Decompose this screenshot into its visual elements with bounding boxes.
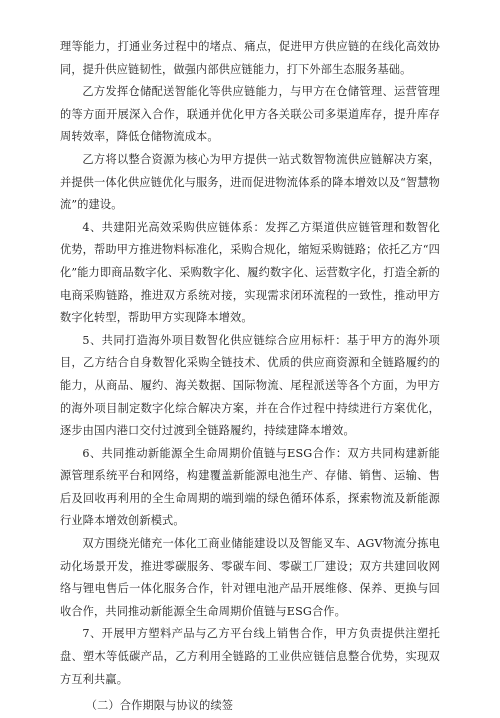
paragraph-logistics-solution: 乙方将以整合资源为核心为甲方提供一站式数智物流供应链解决方案，并提供一体化供应链优化与服务，进而促进物流体系的降本增效以及“智慧物流”的建设。 xyxy=(60,152,441,212)
paragraph-continuation: 理等能力，打通业务过程中的堵点、痛点，促进甲方供应链的在线化高效协同，提升供应链韧性，做强内部供应链能力，打下外部生态服务基础。 xyxy=(60,40,440,76)
section-heading: （二）合作期限与协议的续签 xyxy=(85,699,234,713)
paragraph-new-energy: 双方围绕光储充一体化工商业储能建设以及智能叉车、AGV物流分拣电动化场景开发，推进零碳服务、零碳车间、零碳工厂建设；双方共建回收网络与锂电售后一体化服务合作，针对锂电池产品开展维修、保养、更换与回收合作，共同推动新能源全生命周期价值链与ESG合作。 xyxy=(60,537,440,618)
paragraph-item-5: 5、共同打造海外项目数智化供应链综合应用标杆：基于甲方的海外项目，乙方结合自身数智化采购全链技术、优质的供应商资源和全链路履约的能力，从商品、履约、海关数据、国际物流、尾程派送等各个方面，为甲方的海外项目制定数字化综合解决方案，并在合作过程中持续进行方案优化，逐步由国内港口交付过渡到全链路履约，持续建降本增效。 xyxy=(60,333,440,438)
paragraph-item-7: 7、开展甲方塑料产品与乙方平台线上销售合作，甲方负责提供注塑托盘、塑木等低碳产品，乙方利用全链路的工业供应链信息整合优势，实现双方互利共赢。 xyxy=(60,627,440,686)
paragraph-item-6: 6、共同推动新能源全生命周期价值链与ESG合作：双方共同构建新能源管理系统平台和网络，构建覆盖新能源电池生产、存储、销售、运输、售后及回收再利用的全生命周期的端到端的绿色循环体系，探索物流及新能源行业降本增效创新模式。 xyxy=(60,446,440,528)
paragraph-warehousing: 乙方发挥仓储配送智能化等供应链能力，与甲方在仓储管理、运营管理的等方面开展深入合作，联通并优化甲方各关联公司多渠道库存，提升库存周转效率，降低仓储物流成本。 xyxy=(60,85,440,144)
paragraph-item-4: 4、共建阳光高效采购供应链体系：发挥乙方渠道供应链管理和数智化优势，帮助甲方推进物料标准化，采购合规化，缩短采购链路；依托乙方“四化”能力即商品数字化、采购数字化、履约数字化、运营数字化，打造全新的电商采购链路，推进双方系统对接，实现需求闭环流程的一致性，推动甲方数字化转型，帮助甲方实现降本增效。 xyxy=(60,220,441,325)
